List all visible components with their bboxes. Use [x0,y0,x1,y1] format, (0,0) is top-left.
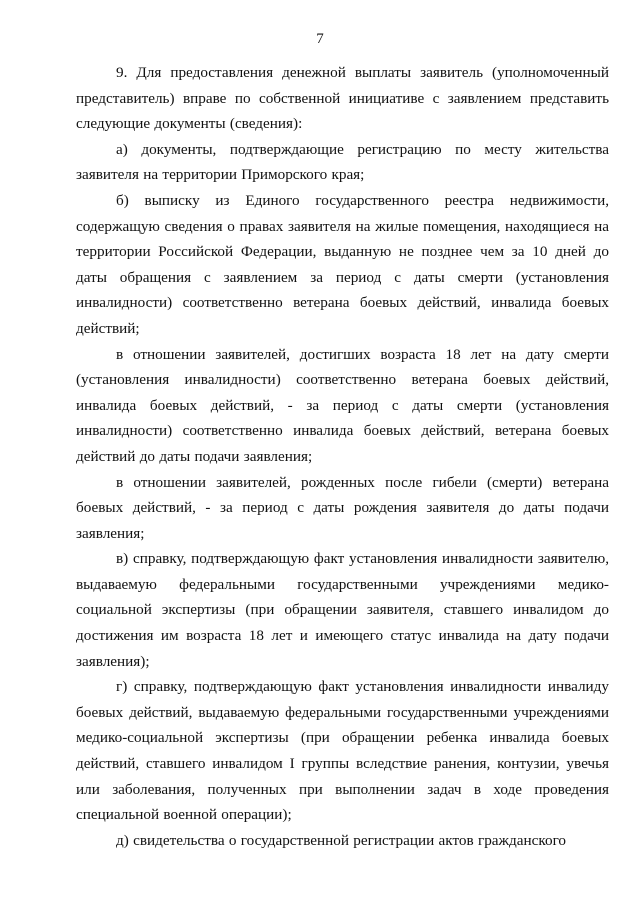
paragraph-subitem-g: г) справку, подтверждающую факт установления инвалидности инвалиду боевых действий, выдаваемую федеральными государственными учреждениями медико-социальной экспертизы (при обращении ребенка инвалида боевых действий, ставшего инвалидом I группы вследствие ранения, контузии, увечья или заболевания, полученных при выполнении задач в ходе проведения специальной военной операции); [76,678,609,824]
paragraph-subitem-b: б) выписку из Единого государственного реестра недвижимости, содержащую сведения о правах заявителя на жилые помещения, находящиеся на территории Российской Федерации, выданную не позднее чем за 10 дней до даты обращения с заявлением за период с даты смерти (установления инвалидности) соответственно ветерана боевых действий, инвалида боевых действий; [76,191,609,337]
paragraph-adults-clause: в отношении заявителей, достигших возраста 18 лет на дату смерти (установления инвалидности) соответственно ветерана боевых действий, инвалида боевых действий, - за период с даты смерти (установления инвалидности) соответственно инвалида боевых действий, ветерана боевых действий до даты подачи заявления; [76,345,609,465]
paragraph-item-9-intro: 9. Для предоставления денежной выплаты заявитель (уполномоченный представитель) вправе по собственной инициативе с заявлением представить следующие документы (сведения): [76,64,609,133]
paragraph-subitem-v: в) справку, подтверждающую факт установления инвалидности заявителю, выдаваемую федеральными государственными учреждениями медико-социальной экспертизы (при обращении заявителя, ставшего инвалидом до достижения им возраста 18 лет и имеющего статус инвалида на дату подачи заявления); [76,550,609,670]
document-body [76,60,609,853]
page-number: 7 [316,31,324,47]
paragraph-born-after-clause: в отношении заявителей, рожденных после гибели (смерти) ветерана боевых действий, - за период с даты рождения заявителя до даты подачи заявления; [76,473,609,542]
paragraph-subitem-a: а) документы, подтверждающие регистрацию по месту жительства заявителя на территории Приморского края; [76,140,609,184]
paragraph-subitem-d: д) свидетельства о государственной регистрации актов гражданского [116,831,567,849]
